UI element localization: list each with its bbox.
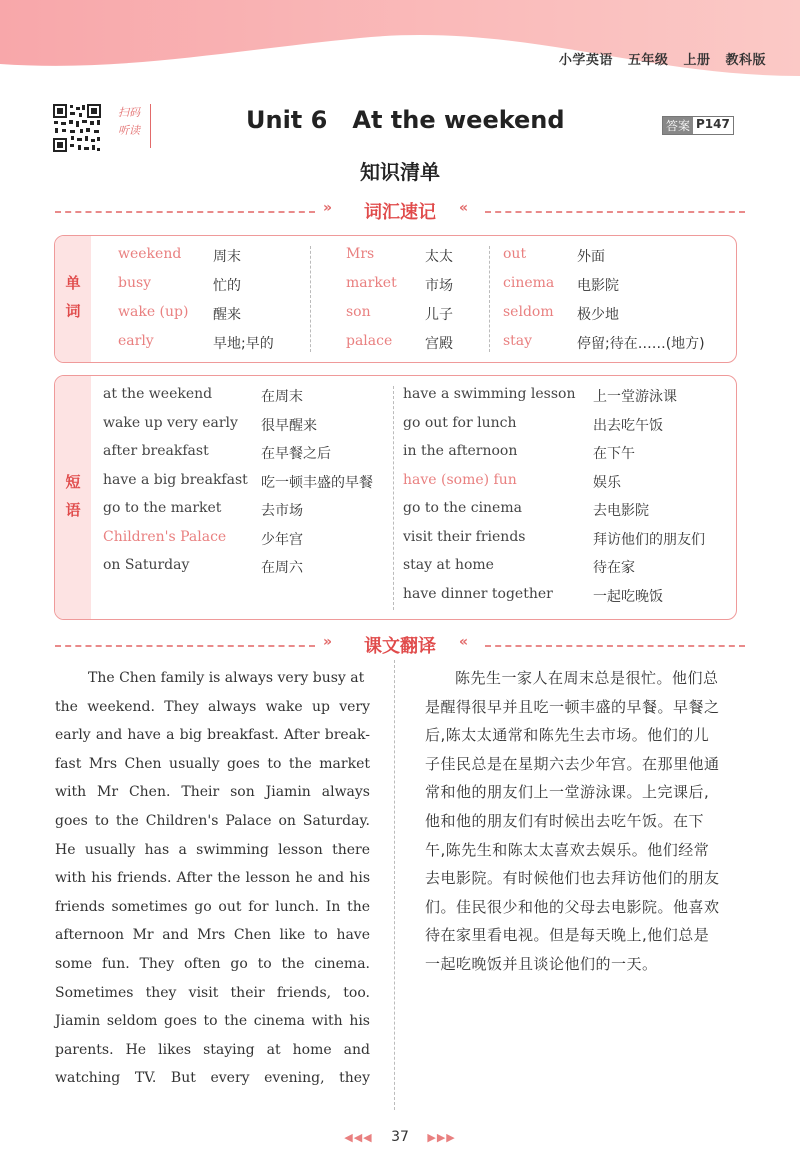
vocab-banner-title: 词汇速记	[364, 202, 436, 223]
passage-line: afternoon Mr and Mrs Chen like to have	[55, 927, 370, 944]
phrases-side-char: 短	[65, 473, 81, 491]
phrase-chinese: 上一堂游泳课	[593, 389, 677, 405]
qr-code-icon[interactable]	[52, 103, 102, 153]
phrase-chinese: 在周末	[261, 389, 303, 405]
phrase-english: stay at home	[403, 557, 494, 573]
chevron-left-icon: «	[459, 634, 469, 650]
phrases-side-char: 语	[65, 501, 81, 519]
word-chinese: 周末	[213, 249, 241, 265]
phrase-chinese: 待在家	[593, 560, 635, 576]
passage-line: fast Mrs Chen usually goes to the market	[55, 755, 370, 772]
page-footer	[0, 1129, 800, 1145]
word-english: busy	[118, 275, 152, 291]
word-english: seldom	[503, 304, 554, 320]
passage-line: goes to the Children's Palace on Saturday.	[55, 812, 370, 829]
prev-arrows-icon: ◀◀◀	[344, 1131, 373, 1144]
passage-line: 去电影院。有时候他们也去拜访他们的朋友	[425, 869, 720, 888]
scan-label-line: 扫码	[118, 106, 140, 119]
header-subject: 小学英语	[558, 53, 613, 68]
passage-line: 是醒得很早并且吃一顿丰盛的早餐。早餐之	[425, 697, 720, 716]
phrase-chinese: 出去吃午饭	[593, 417, 663, 434]
phrase-english: in the afternoon	[403, 443, 518, 459]
phrase-chinese: 吃一顿丰盛的早餐	[261, 474, 373, 491]
word-english: out	[503, 246, 527, 262]
passage-line: 陈先生一家人在周末总是很忙。他们总	[455, 669, 719, 687]
answer-page: P147	[696, 117, 730, 131]
word-english: weekend	[118, 246, 182, 262]
passage-line: with his friends. After the lesson he and his	[55, 870, 370, 887]
chevron-right-icon: »	[323, 200, 333, 216]
page-number: 37	[391, 1129, 409, 1145]
word-chinese: 儿子	[425, 307, 453, 323]
passage-line: parents. He likes staying at home and	[55, 1041, 370, 1058]
vocab-banner	[55, 200, 745, 222]
passage-line: Sometimes they visit their friends, too.	[55, 984, 370, 1001]
passage-line: friends sometimes go out for lunch. In the	[55, 898, 370, 915]
phrase-english: at the weekend	[103, 386, 213, 402]
word-chinese: 市场	[425, 278, 453, 294]
word-chinese: 醒来	[213, 307, 241, 323]
phrase-english: after breakfast	[103, 443, 209, 459]
word-chinese: 电影院	[577, 278, 619, 294]
passage-line: the weekend. They always wake up very	[55, 698, 370, 715]
word-chinese: 极少地	[577, 307, 619, 323]
passage-line: Jiamin seldom goes to the cinema with his	[55, 1013, 370, 1030]
passage-line: 子佳民总是在星期六去少年宫。在那里他通	[425, 754, 720, 773]
phrases-box	[54, 375, 737, 620]
passage-line: some fun. They often go to the cinema.	[55, 955, 370, 972]
word-chinese: 停留;待在……(地方)	[577, 336, 705, 352]
passage-line: He usually has a swimming lesson there	[55, 841, 370, 858]
word-english: early	[118, 333, 154, 349]
phrase-english: have (some) fun	[403, 471, 517, 488]
answer-label: 答案	[663, 117, 693, 134]
passage-line: 后,陈太太通常和陈先生去市场。他们的儿	[425, 726, 710, 745]
section-subtitle: 知识清单	[360, 160, 440, 184]
phrase-chinese: 在早餐之后	[261, 446, 331, 462]
phrase-english: have a swimming lesson	[403, 386, 576, 402]
translation-banner-title: 课文翻译	[364, 636, 436, 657]
phrase-english: visit their friends	[403, 528, 526, 545]
word-english: market	[346, 275, 397, 291]
phrase-english: on Saturday	[103, 557, 190, 573]
header-band	[0, 0, 800, 80]
header-info	[549, 49, 766, 68]
chevron-left-icon: «	[459, 200, 469, 216]
header-grade: 五年级	[627, 53, 669, 68]
passage-line: 常和他的朋友们上一堂游泳课。上完课后,	[425, 783, 710, 802]
chevron-right-icon: »	[323, 634, 333, 650]
header-edition: 教科版	[725, 53, 766, 68]
words-side-char: 词	[65, 302, 81, 320]
word-english: wake (up)	[118, 304, 189, 320]
word-chinese: 宫殿	[425, 336, 453, 352]
unit-title: Unit 6 At the weekend	[246, 106, 565, 134]
word-english: stay	[503, 333, 533, 349]
phrase-chinese: 很早醒来	[261, 417, 317, 434]
phrase-chinese: 在周六	[261, 560, 303, 576]
passage-line: with Mr Chen. Their son Jiamin always	[55, 784, 370, 801]
word-chinese: 忙的	[213, 278, 241, 294]
passage-line: 午,陈先生和陈太太喜欢去娱乐。他们经常	[425, 840, 710, 859]
word-chinese: 太太	[425, 249, 453, 265]
phrase-chinese: 一起吃晚饭	[593, 588, 663, 605]
words-side-tab	[55, 236, 91, 362]
scan-listen-label	[108, 104, 151, 148]
passage-line: The Chen family is always very busy at	[88, 670, 365, 686]
passage-line: 们。佳民很少和他的父母去电影院。他喜欢	[425, 897, 720, 916]
word-english: cinema	[503, 275, 555, 291]
words-side-char: 单	[65, 274, 81, 292]
scan-label-line: 听读	[118, 124, 140, 137]
passage-line: early and have a big breakfast. After break-	[55, 727, 370, 744]
passage-line: 待在家里看电视。但是每天晚上,他们总是	[425, 926, 710, 945]
translation-banner	[55, 634, 745, 656]
phrase-chinese: 少年宫	[261, 531, 303, 548]
phrase-english: Children's Palace	[103, 528, 227, 545]
header-term: 上册	[683, 53, 711, 68]
word-english: Mrs	[346, 246, 375, 262]
word-english: palace	[346, 333, 393, 349]
column-divider	[394, 660, 395, 1110]
phrase-chinese: 拜访他们的朋友们	[593, 531, 705, 548]
word-chinese: 外面	[577, 249, 605, 265]
passage-line: watching TV. But every evening, they	[55, 1070, 370, 1087]
phrase-english: have dinner together	[403, 585, 553, 602]
next-arrows-icon: ▶▶▶	[427, 1131, 456, 1144]
answer-reference	[662, 116, 734, 135]
phrase-english: wake up very early	[103, 414, 238, 431]
phrase-chinese: 娱乐	[593, 474, 621, 491]
phrase-chinese: 去市场	[261, 503, 303, 519]
phrase-english: have a big breakfast	[103, 471, 248, 488]
chinese-passage	[425, 664, 745, 979]
phrase-english: go out for lunch	[403, 414, 517, 431]
passage-line: 他和他的朋友们有时候出去吃午饭。在下	[425, 811, 705, 830]
phrase-english: go to the market	[103, 500, 222, 516]
phrase-chinese: 去电影院	[593, 503, 649, 519]
words-box	[54, 235, 737, 363]
word-english: son	[346, 304, 371, 320]
phrases-side-tab	[55, 376, 91, 619]
phrase-chinese: 在下午	[593, 446, 635, 462]
english-passage	[55, 664, 370, 1093]
word-chinese: 早地;早的	[213, 336, 274, 352]
phrase-english: go to the cinema	[403, 500, 522, 516]
passage-line: 一起吃晚饭并且谈论他们的一天。	[425, 954, 658, 973]
